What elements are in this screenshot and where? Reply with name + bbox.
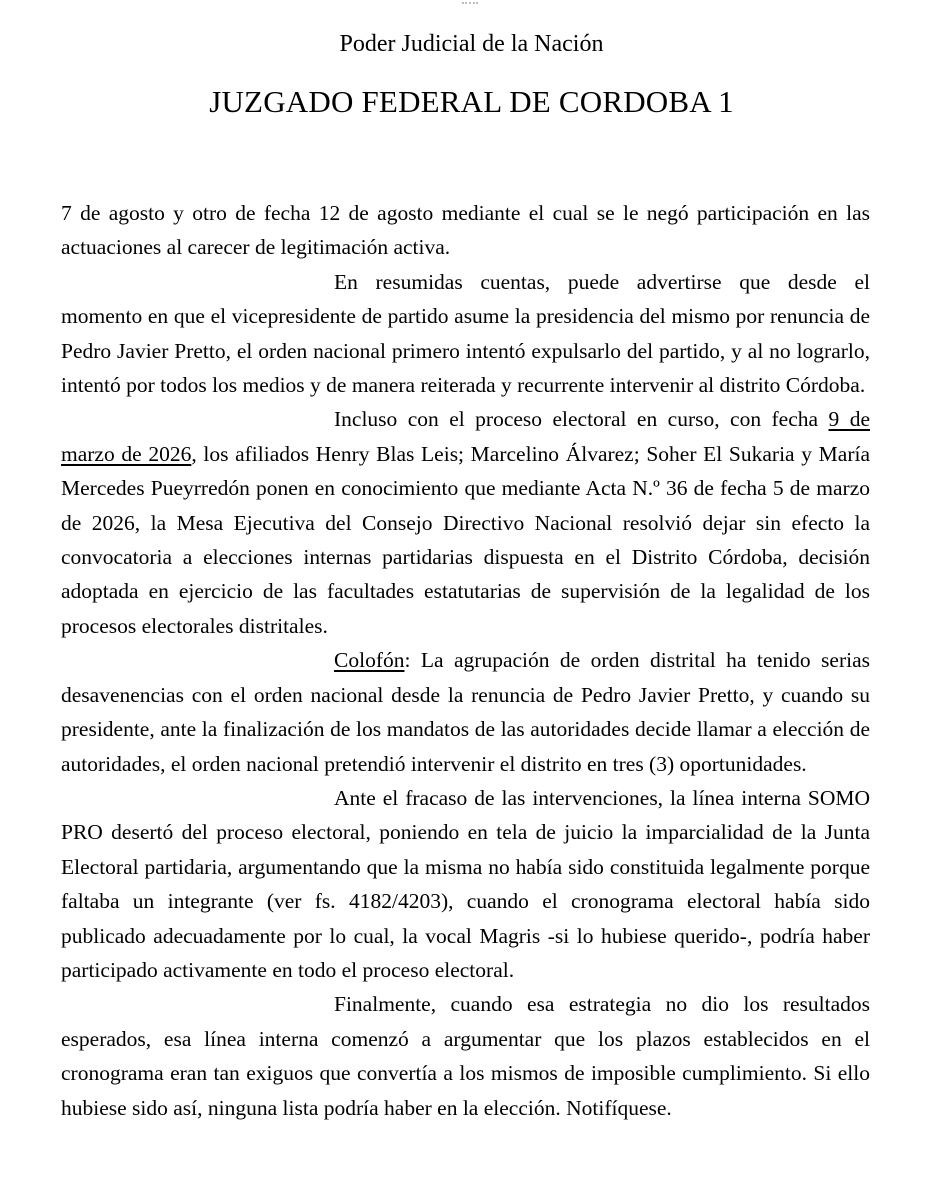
- paragraph-electoral-process: [61, 402, 870, 643]
- paragraph-final: Finalmente, cuando esa estrategia no dio los resultados esperados, esa línea interna comenzó a argumentar que los plazos establecidos en el cronograma eran tan exiguos que convertía a los mismos de imposible cumplimiento. Si ello hubiese sido así, ninguna lista podría haber en la elección. Notifíquese.: [61, 992, 870, 1120]
- paragraph-text: Incluso con el proceso electoral en curso, con fecha: [334, 407, 829, 432]
- paragraph-text: , los afiliados Henry Blas Leis; Marcelino Álvarez; Soher El Sukaria y María Mercedes Pueyrredón ponen en conocimiento que mediante Acta N.º 36 de fecha 5 de marzo de 2026, la Mesa Ejecutiva del Consejo Directivo Nacional resolvió dejar sin efecto la convocatoria a elecciones internas partidarias dispuesta en el Distrito Córdoba, decisión adoptada en ejercicio de las facultades estatutarias de supervisión de la legalidad de los procesos electorales distritales.: [61, 441, 870, 638]
- institution-header: Poder Judicial de la Nación: [339, 31, 604, 57]
- paragraph-summary: En resumidas cuentas, puede advertirse que desde el momento en que el vicepresidente de partido asume la presidencia del mismo por renuncia de Pedro Javier Pretto, el orden nacional primero intentó expulsarlo del partido, y al no lograrlo, intentó por todos los medios y de manera reiterada y recurrente intervenir al distrito Córdoba.: [61, 269, 870, 398]
- page-top-mark: [462, 0, 478, 4]
- court-title: JUZGADO FEDERAL DE CORDOBA 1: [209, 84, 734, 119]
- paragraph-interventions: Ante el fracaso de las intervenciones, la línea interna SOMO PRO desertó del proceso electoral, poniendo en tela de juicio la imparcialidad de la Junta Electoral partidaria, argumentando que la misma no había sido constituida legalmente porque faltaba un integrante (ver fs. 4182/4203), cuando el cronograma electoral había sido publicado adecuadamente por lo cual, la vocal Magris -si lo hubiese querido-, podría haber participado activamente en todo el proceso electoral.: [61, 785, 870, 982]
- paragraph-text: : La agrupación de orden distrital ha tenido serias desavenencias con el orden nacional desde la renuncia de Pedro Javier Pretto, y cuando su presidente, ante la finalización de los mandatos de las autoridades decide llamar a elección de autoridades, el orden nacional pretendió intervenir el distrito en tres (3) oportunidades.: [61, 648, 870, 776]
- colofon-heading: Colofón: [334, 648, 405, 673]
- paragraph-continuation: 7 de agosto y otro de fecha 12 de agosto mediante el cual se le negó participación en las actuaciones al carecer de legitimación activa.: [61, 201, 870, 260]
- document-body: [61, 196, 870, 1125]
- underlined-date: 9 de marzo de 2026: [61, 407, 870, 466]
- paragraph-colofon: [61, 643, 870, 781]
